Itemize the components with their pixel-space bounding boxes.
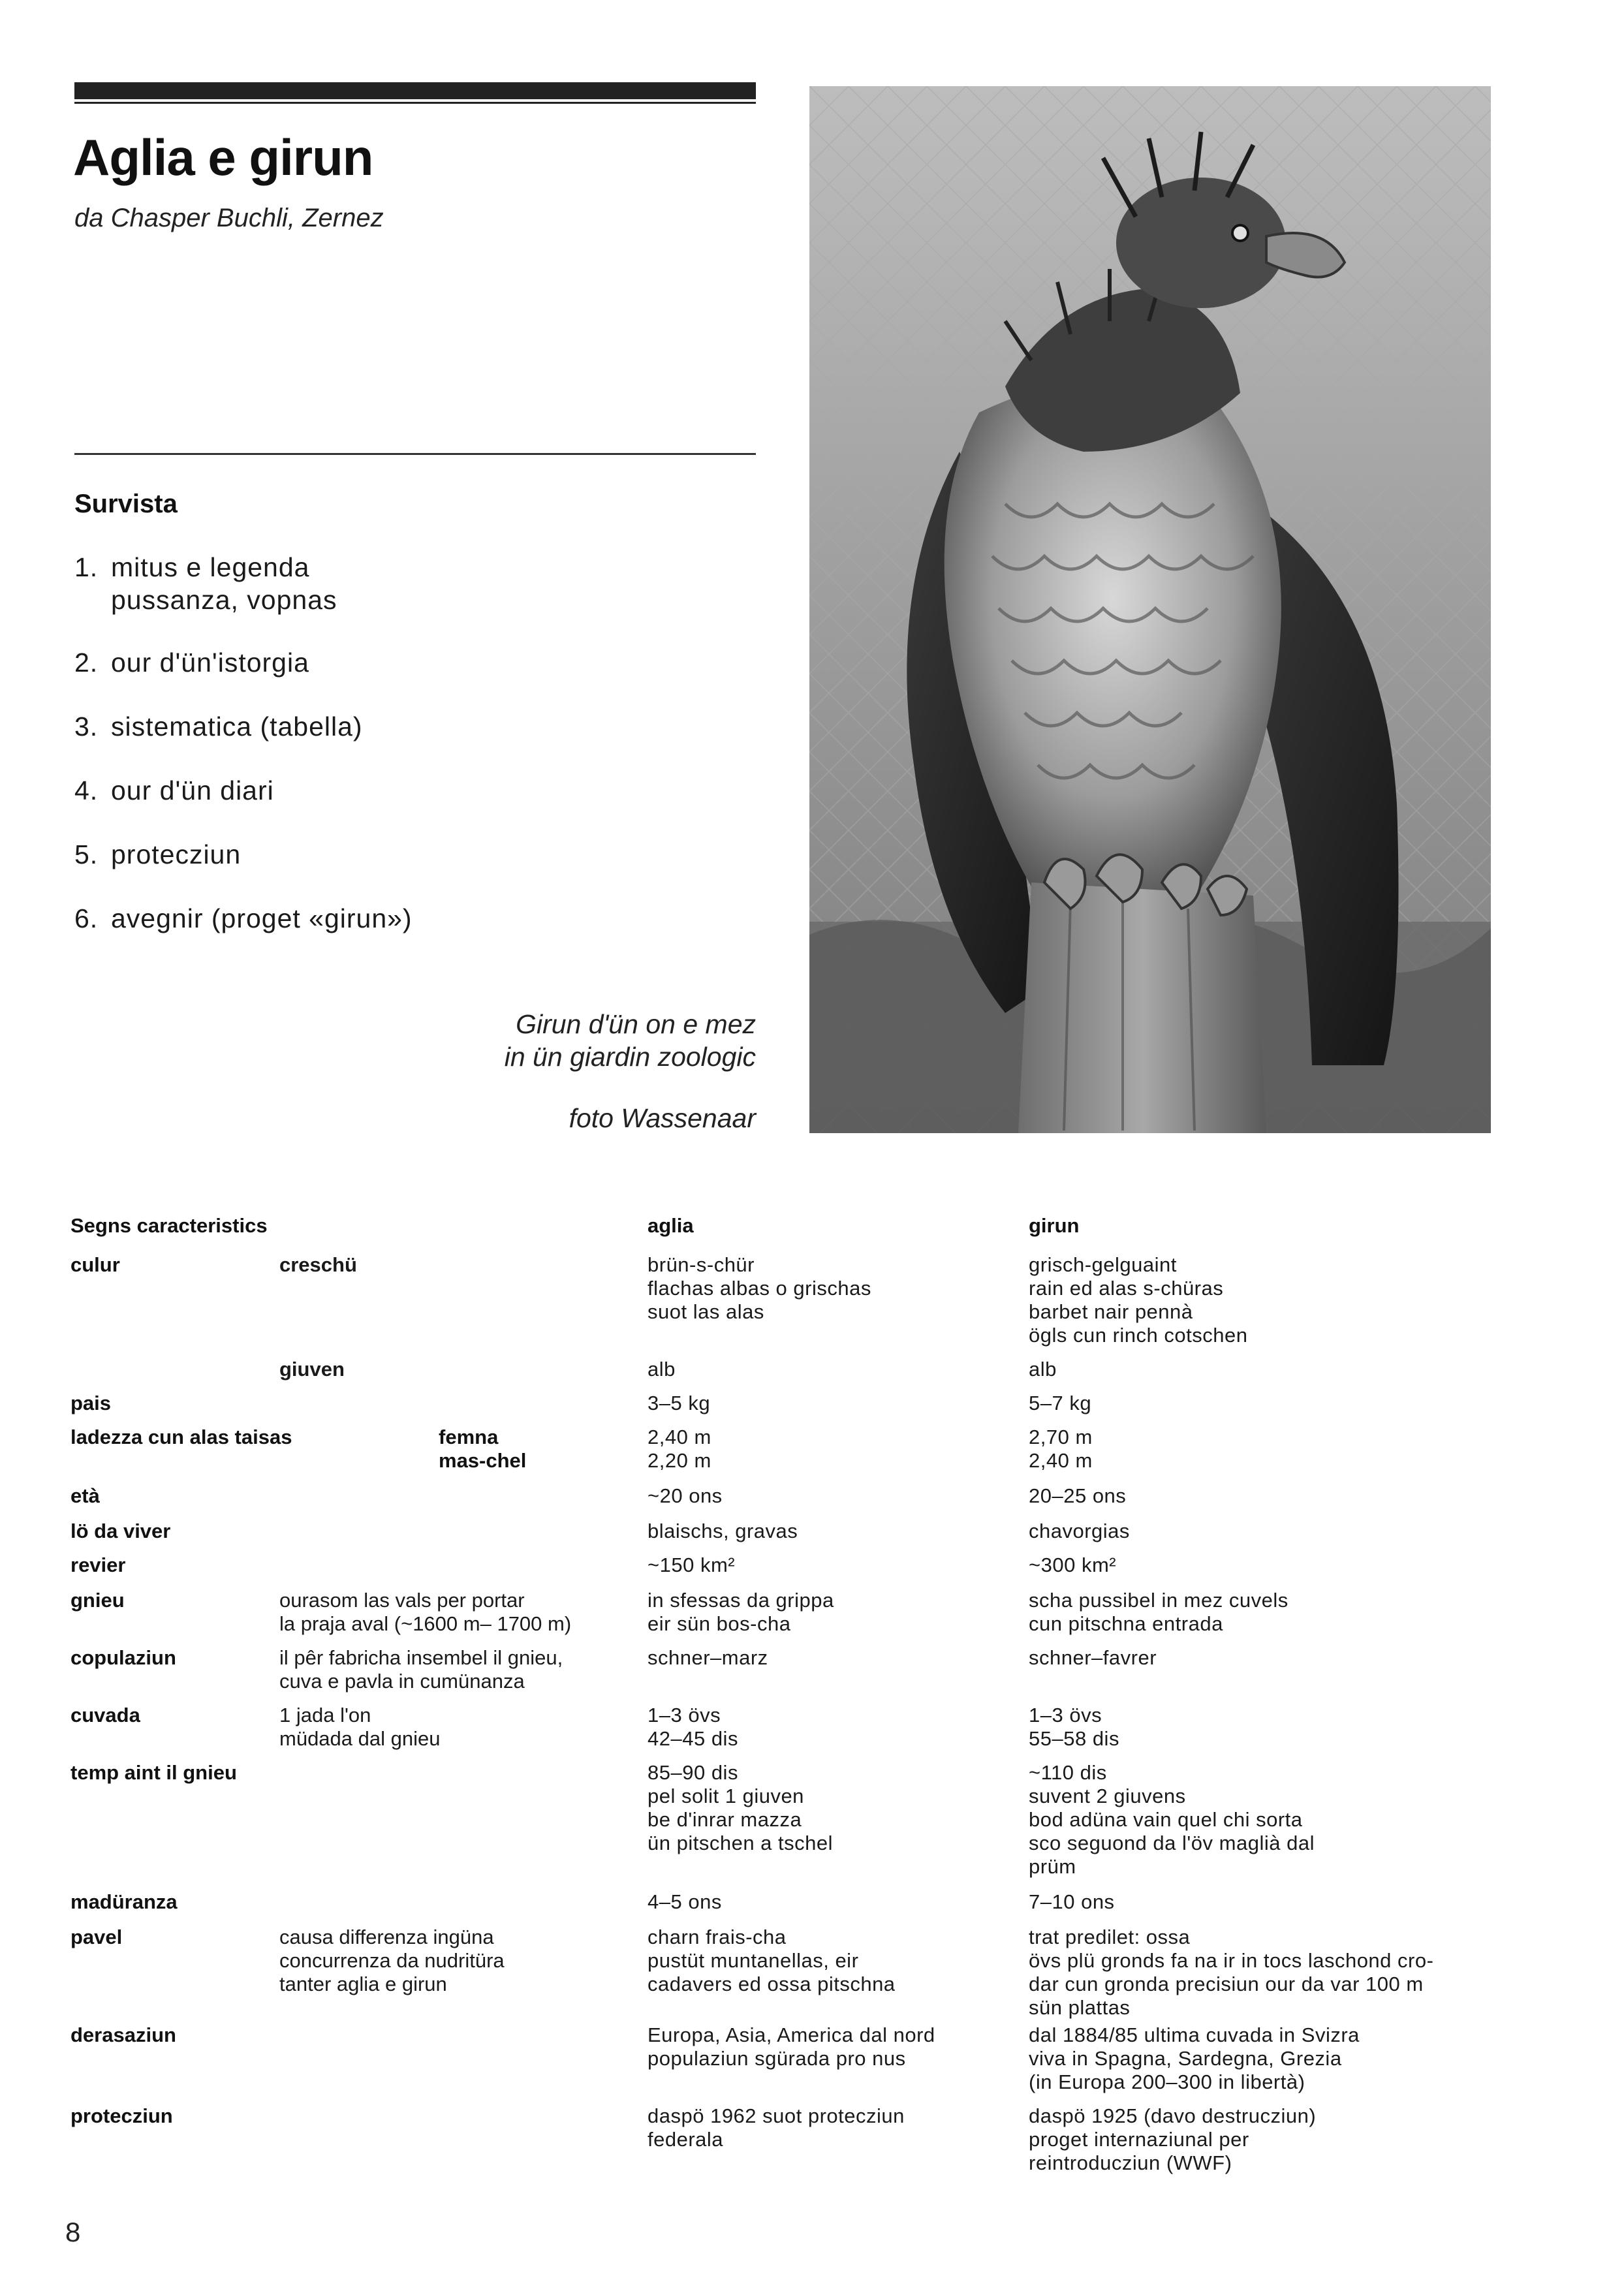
- table-header-girun: girun: [1029, 1214, 1080, 1237]
- girun-cell: trat predilet: ossa övs plü gronds fa na ir in tocs laschond cro- dar cun gronda precisiun our da var 100 m sün plattas: [1029, 1926, 1434, 2019]
- toc-item: [74, 646, 413, 679]
- row-note: il pêr fabricha insembel il gnieu, cuva e pavla in cumünanza: [279, 1646, 563, 1693]
- girun-cell: ~300 km²: [1029, 1553, 1117, 1576]
- aglia-cell: 4–5 ons: [648, 1890, 722, 1913]
- row-label: pais: [70, 1392, 112, 1414]
- girun-cell: 2,70 m 2,40 m: [1029, 1426, 1093, 1472]
- aglia-cell: 3–5 kg: [648, 1392, 711, 1414]
- row-label: revier: [70, 1553, 126, 1576]
- row-label: lö da viver: [70, 1520, 171, 1542]
- girun-cell: daspö 1925 (davo destrucziun) proget internaziunal per reintroducziun (WWF): [1029, 2104, 1317, 2174]
- vulture-image: [809, 86, 1491, 1133]
- toc-number: 2.: [74, 648, 99, 678]
- photo-caption-line: in ün giardin zoologic: [504, 1042, 756, 1072]
- girun-cell: 5–7 kg: [1029, 1392, 1092, 1414]
- aglia-cell: 2,40 m 2,20 m: [648, 1426, 711, 1472]
- row-label: gnieu: [70, 1589, 125, 1612]
- row-note: ourasom las vals per portar la praja aval (~1600 m– 1700 m): [279, 1589, 572, 1635]
- aglia-cell: ~150 km²: [648, 1553, 736, 1576]
- toc-label: protecziun: [111, 839, 242, 869]
- photo-caption-line: Girun d'ün on e mez: [516, 1009, 756, 1039]
- section-divider: [74, 453, 756, 455]
- aglia-cell: 85–90 dis pel solit 1 giuven be d'inrar mazza ün pitschen a tschel: [648, 1761, 834, 1854]
- aglia-cell: Europa, Asia, America dal nord populaziun sgürada pro nus: [648, 2023, 935, 2070]
- toc-list: [74, 551, 413, 966]
- toc-number: 4.: [74, 775, 99, 805]
- row-label: pavel: [70, 1926, 123, 1948]
- aglia-cell: ~20 ons: [648, 1484, 723, 1507]
- table-header-feature: Segns caracteristics: [70, 1214, 268, 1237]
- row-label: copulaziun: [70, 1646, 176, 1669]
- aglia-cell: charn frais-cha pustüt muntanellas, eir cadavers ed ossa pitschna: [648, 1926, 896, 1995]
- aglia-cell: schner–marz: [648, 1646, 768, 1669]
- toc-number: 1.: [74, 552, 99, 582]
- row-label: età: [70, 1484, 100, 1507]
- photo-credit: foto Wassenaar: [569, 1103, 756, 1133]
- photo-caption: [505, 1008, 756, 1073]
- aglia-cell: blaischs, gravas: [648, 1520, 798, 1542]
- row-note: causa differenza ingüna concurrenza da nudritüra tanter aglia e girun: [279, 1926, 505, 1995]
- table-header-aglia: aglia: [648, 1214, 694, 1237]
- toc-number: 6.: [74, 903, 99, 933]
- toc-item: [74, 551, 413, 616]
- girun-cell: dal 1884/85 ultima cuvada in Svizra viva in Spagna, Sardegna, Grezia (in Europa 200–300 in libertà): [1029, 2023, 1360, 2093]
- girun-cell: alb: [1029, 1358, 1057, 1381]
- toc-label: mitus e legenda: [111, 552, 310, 582]
- row-label: ladezza cun alas taisas: [70, 1426, 292, 1448]
- girun-cell: 7–10 ons: [1029, 1890, 1115, 1913]
- article-title: Aglia e girun: [73, 129, 373, 186]
- toc-label: sistematica (tabella): [111, 711, 363, 742]
- row-note: 1 jada l'on müdada dal gnieu: [279, 1704, 441, 1750]
- toc-number: 3.: [74, 711, 99, 742]
- toc-heading: Survista: [74, 490, 178, 518]
- page-number: 8: [65, 2217, 81, 2247]
- toc-item: [74, 902, 413, 935]
- toc-label: our d'ün diari: [111, 775, 274, 805]
- girun-cell: schner–favrer: [1029, 1646, 1157, 1669]
- aglia-cell: daspö 1962 suot protecziun federala: [648, 2104, 905, 2151]
- row-sex-labels: femna mas-chel: [439, 1426, 527, 1472]
- row-label: cuvada: [70, 1704, 140, 1726]
- toc-label: our d'ün'istorgia: [111, 648, 309, 678]
- toc-label: avegnir (proget «girun»): [111, 903, 413, 933]
- girun-cell: chavorgias: [1029, 1520, 1130, 1542]
- article-author: da Chasper Buchli, Zernez: [74, 204, 384, 232]
- girun-cell: 1–3 övs 55–58 dis: [1029, 1704, 1119, 1750]
- toc-item: [74, 838, 413, 871]
- row-sublabel: giuven: [279, 1358, 345, 1381]
- girun-cell: ~110 dis suvent 2 giuvens bod adüna vain quel chi sorta sco seguond da l'öv maglià dal prüm: [1029, 1761, 1315, 1878]
- aglia-cell: 1–3 övs 42–45 dis: [648, 1704, 738, 1750]
- toc-sublabel: pussanza, vopnas: [111, 585, 337, 615]
- title-rule-thick: [74, 82, 756, 99]
- girun-cell: grisch-gelguaint rain ed alas s-chüras barbet nair pennà ögls cun rinch cotschen: [1029, 1253, 1248, 1347]
- row-label: temp aint il gnieu: [70, 1761, 237, 1784]
- row-sublabel: creschü: [279, 1253, 357, 1276]
- girun-cell: scha pussibel in mez cuvels cun pitschna entrada: [1029, 1589, 1288, 1635]
- row-label: culur: [70, 1253, 120, 1276]
- title-rule-thin: [74, 102, 756, 104]
- toc-item: [74, 774, 413, 807]
- row-label: protecziun: [70, 2104, 173, 2127]
- aglia-cell: alb: [648, 1358, 676, 1381]
- girun-cell: 20–25 ons: [1029, 1484, 1127, 1507]
- aglia-cell: in sfessas da grippa eir sün bos-cha: [648, 1589, 834, 1635]
- row-label: madüranza: [70, 1890, 178, 1913]
- vulture-photo: [809, 86, 1491, 1133]
- row-label: derasaziun: [70, 2023, 176, 2046]
- aglia-cell: brün-s-chür flachas albas o grischas suot las alas: [648, 1253, 871, 1323]
- toc-number: 5.: [74, 839, 99, 869]
- toc-item: [74, 710, 413, 743]
